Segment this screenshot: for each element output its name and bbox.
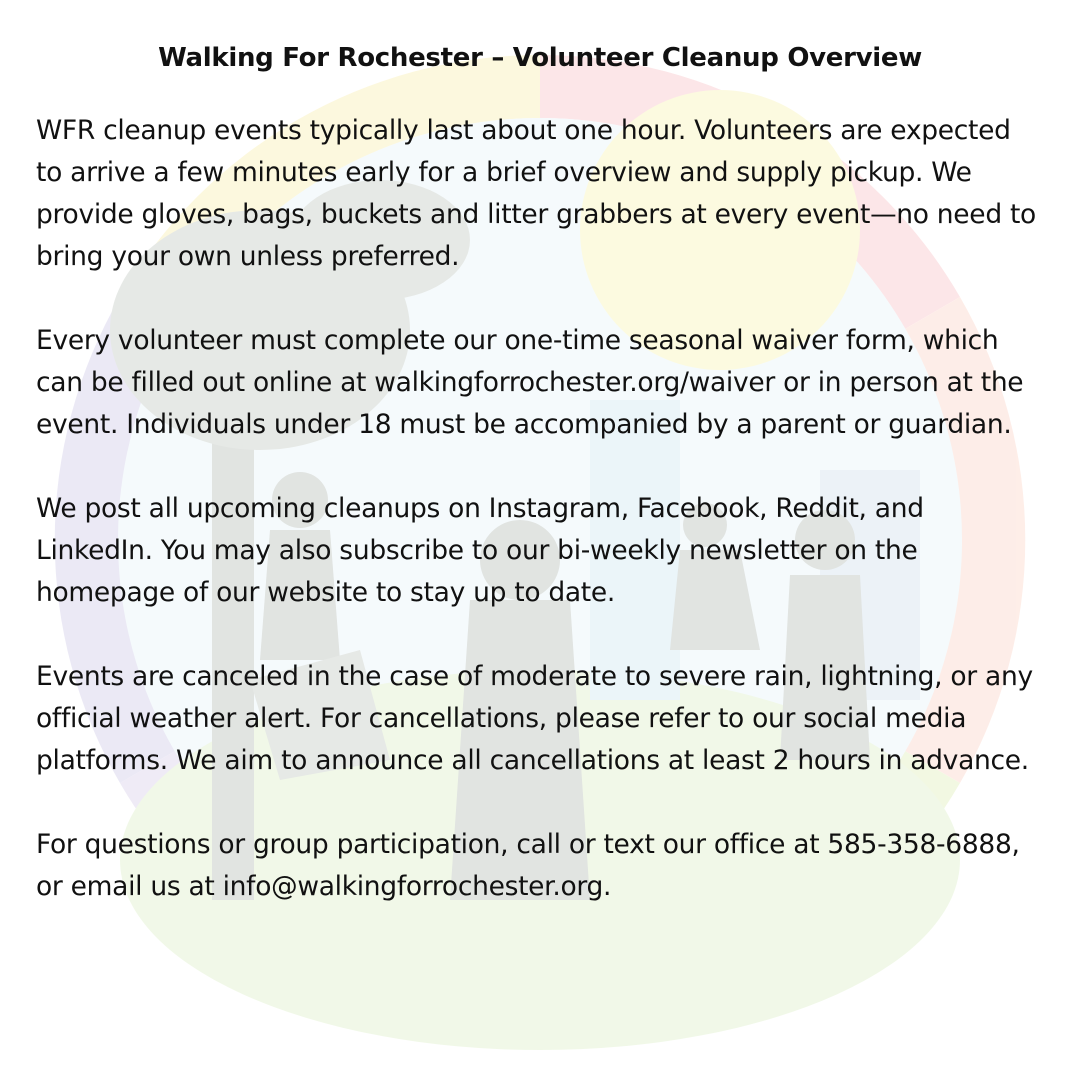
paragraph-contact: For questions or group participation, call or text our office at 585-358-6888, or email us at info@walkingforrochester.org. <box>36 829 1020 902</box>
paragraph-waiver: Every volunteer must complete our one-time seasonal waiver form, which can be filled out online at walkingforrochester.org/waiver or in person at the event. Individuals under 18 must be accompanied by a parent or guardian. <box>36 325 1024 440</box>
paragraph-cancellations: Events are canceled in the case of moderate to severe rain, lightning, or any official weather alert. For cancellations, please refer to our social media platforms. We aim to announce all cancellations at least 2 hours in advance. <box>36 661 1033 776</box>
paragraph-event-overview: WFR cleanup events typically last about one hour. Volunteers are expected to arrive a few minutes early for a brief overview and supply pickup. We provide gloves, bags, buckets and litter grabbers at every event—no need to bring your own unless preferred. <box>36 115 1036 272</box>
document-title: Walking For Rochester – Volunteer Cleanup Overview <box>158 43 922 73</box>
paragraph-social-media: We post all upcoming cleanups on Instagram, Facebook, Reddit, and LinkedIn. You may also subscribe to our bi-weekly newsletter on the homepage of our website to stay up to date. <box>36 493 924 608</box>
